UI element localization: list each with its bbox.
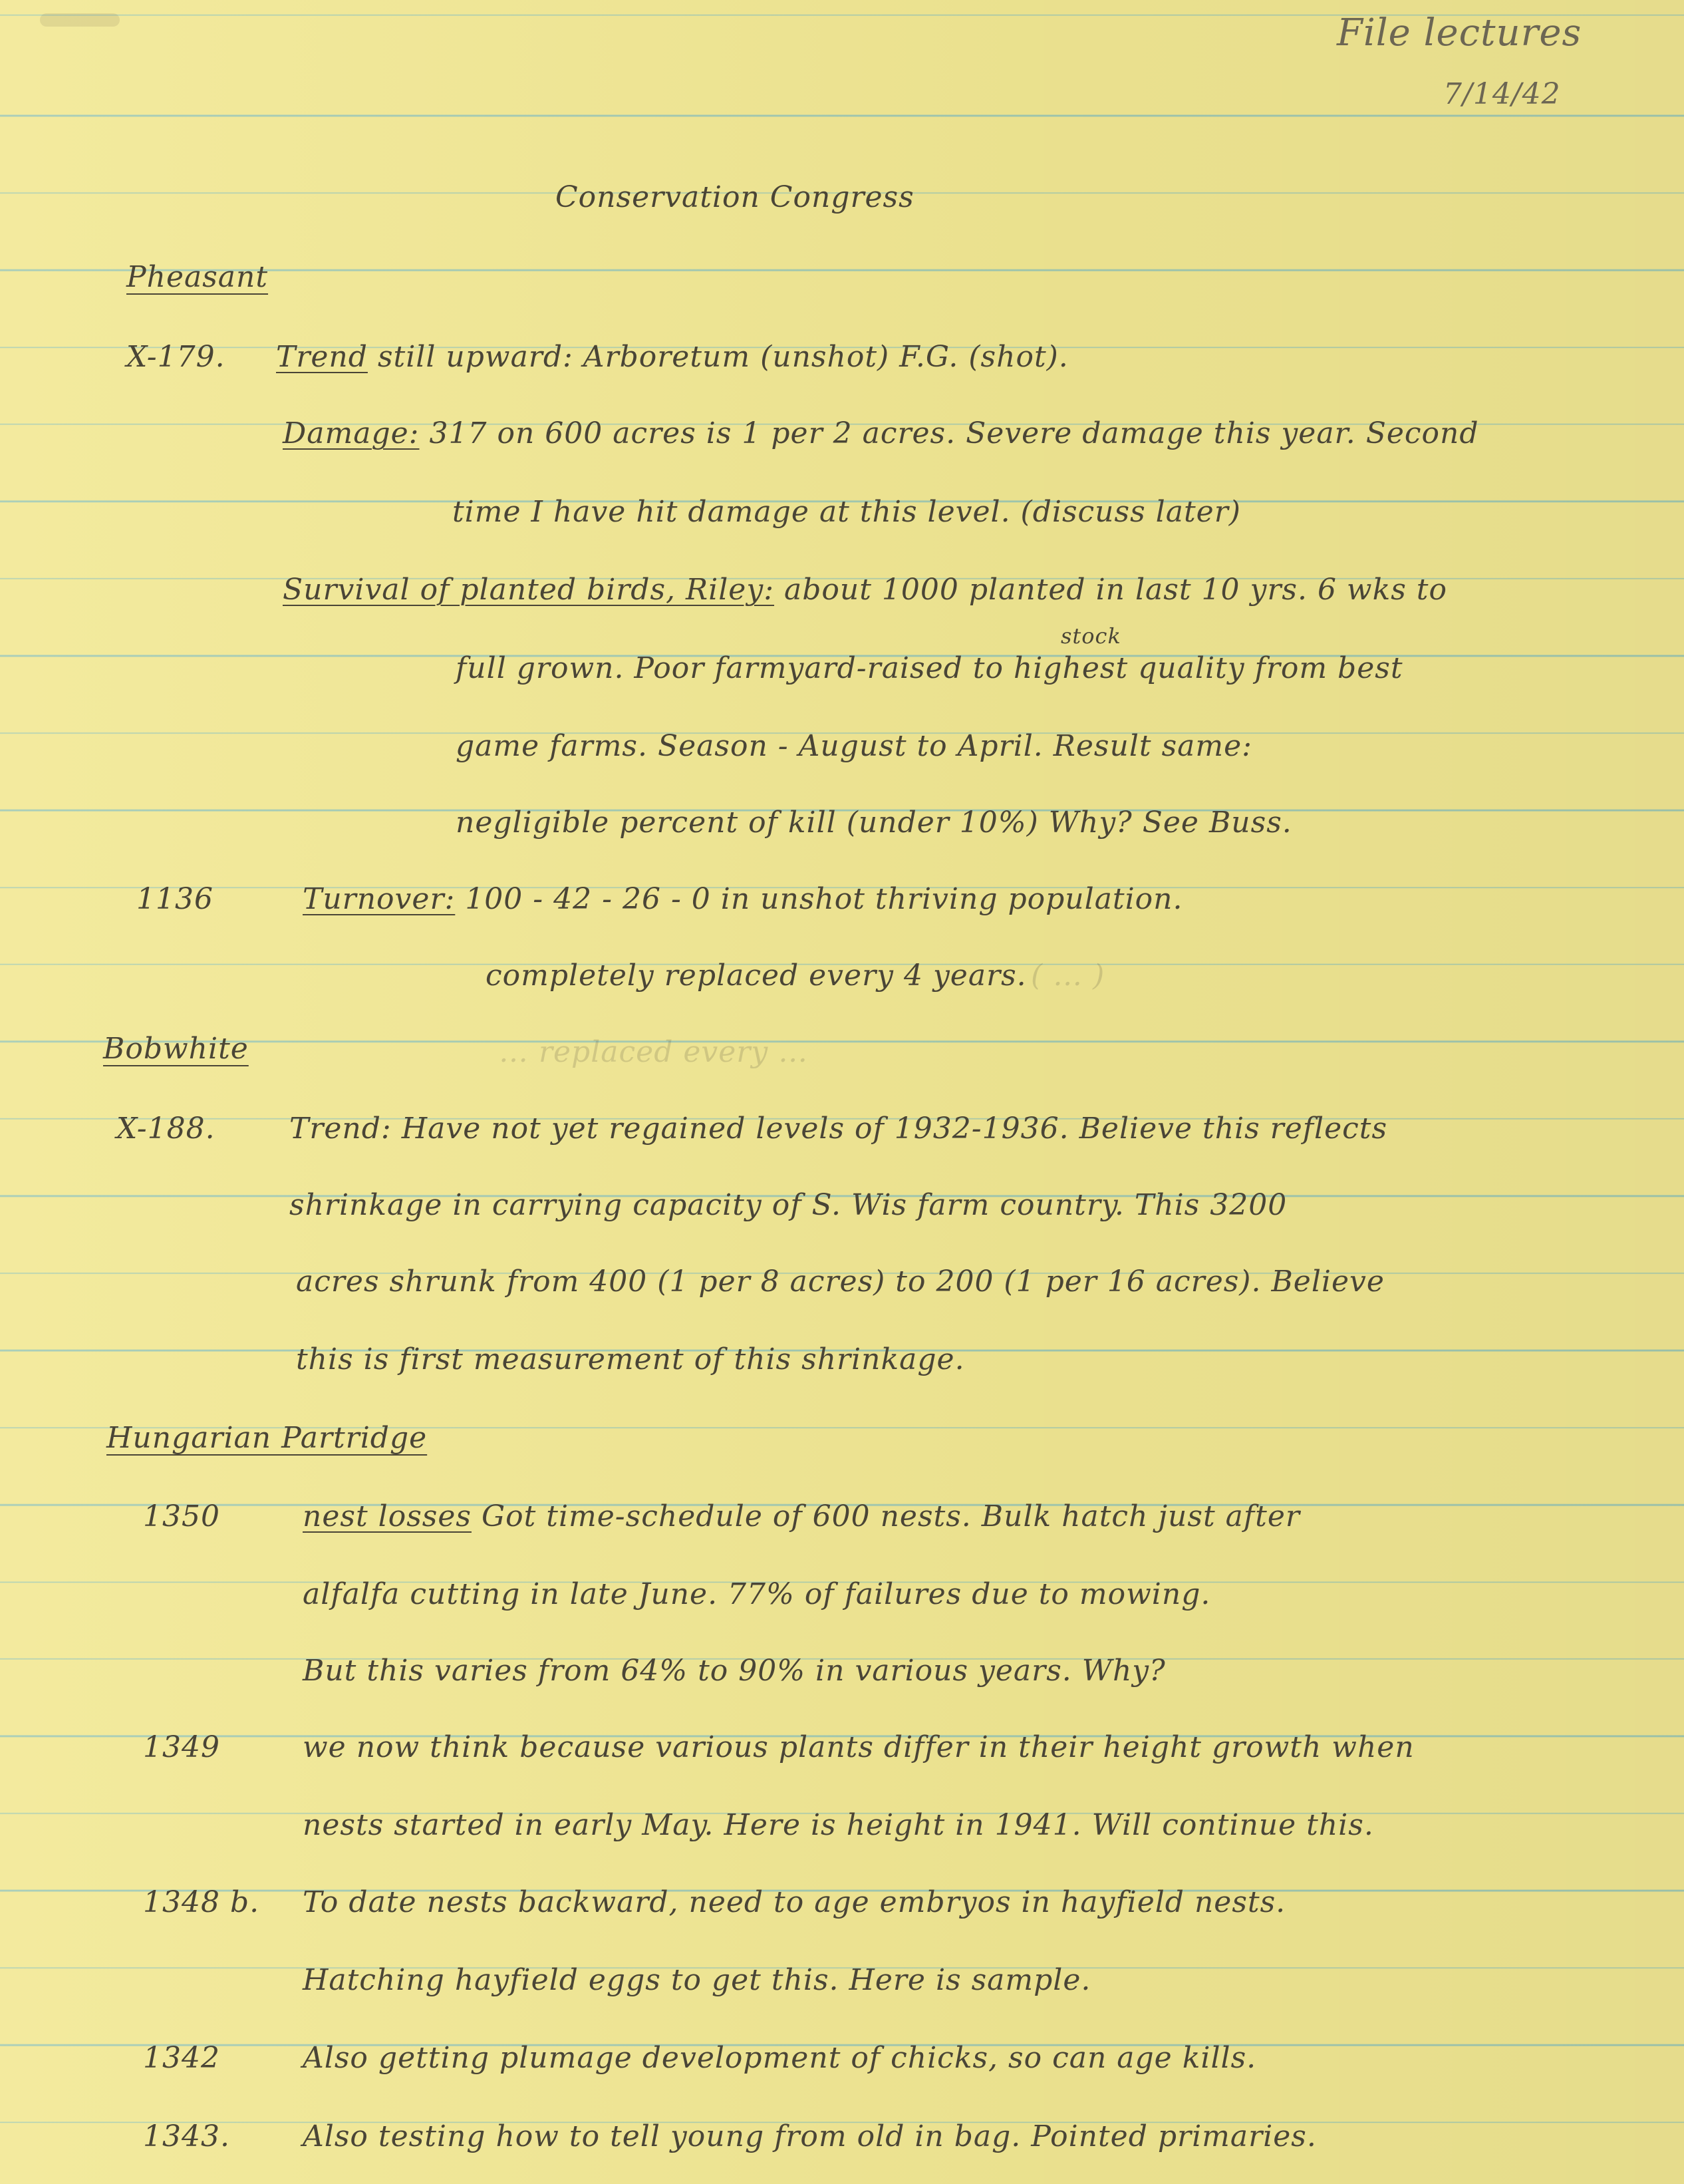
bobwhite-line-4: this is first measurement of this shrinkage. [296, 1342, 965, 1376]
partridge-line-2: alfalfa cutting in late June. 77% of failures due to mowing. [303, 1577, 1211, 1611]
partridge-line-6: To date nests backward, need to age embryos in hayfield nests. [303, 1885, 1286, 1919]
entry-number: X-188. [116, 1112, 215, 1146]
faded-erased-text: ( … ) [1031, 959, 1105, 993]
nest-losses-line [303, 1499, 1300, 1533]
partridge-line-3: But this varies from 64% to 90% in various years. Why? [303, 1654, 1166, 1688]
corner-smudge [40, 13, 120, 27]
partridge-line-8: Also getting plumage development of chicks, so can age kills. [303, 2041, 1257, 2075]
insertion-note: stock [1061, 623, 1121, 649]
bobwhite-heading: Bobwhite [103, 1032, 249, 1066]
partridge-heading: Hungarian Partridge [106, 1421, 428, 1455]
turnover-text: 100 - 42 - 26 - 0 in unshot thriving population. [465, 882, 1183, 916]
entry-number: 1136 [136, 882, 213, 916]
bobwhite-line-2: shrinkage in carrying capacity of S. Wis farm country. This 3200 [289, 1188, 1288, 1222]
entry-number: 1348 b. [143, 1885, 260, 1919]
survival-label: Survival of planted birds, Riley: [283, 573, 775, 607]
trend-text: Have not yet regained levels of 1932-1936. Believe this reflects [401, 1112, 1388, 1146]
trend-text: still upward: Arboretum (unshot) F.G. (shot). [377, 340, 1069, 374]
pheasant-trend-line [276, 340, 1069, 374]
survival-text: about 1000 planted in last 10 yrs. 6 wks to [784, 573, 1447, 607]
bobwhite-trend-line [289, 1114, 1387, 1144]
damage-text: 317 on 600 acres is 1 per 2 acres. Severe damage this year. Second [429, 416, 1479, 450]
entry-number: 1342 [143, 2041, 220, 2075]
survival-line [283, 575, 1447, 605]
date: 7/14/42 [1443, 77, 1561, 111]
nest-losses-label: nest losses [303, 1499, 472, 1533]
trend-label: Trend: [289, 1112, 392, 1146]
survival-line-2: full grown. Poor farmyard-raised to highest quality from best [456, 651, 1403, 685]
partridge-line-7: Hatching hayfield eggs to get this. Here is sample. [303, 1963, 1091, 1997]
survival-line-4: negligible percent of kill (under 10%) Why? See Buss. [456, 806, 1292, 840]
partridge-line-9: Also testing how to tell young from old in bag. Pointed primaries. [303, 2119, 1317, 2153]
faded-erased-text: … replaced every … [499, 1035, 809, 1069]
bobwhite-line-3: acres shrunk from 400 (1 per 8 acres) to 200 (1 per 16 acres). Believe [296, 1265, 1385, 1299]
damage-line [283, 416, 1479, 450]
entry-number: X-179. [126, 340, 225, 374]
turnover-label: Turnover: [303, 882, 456, 916]
damage-line-2: time I have hit damage at this level. (discuss later) [452, 495, 1241, 529]
turnover-line [303, 882, 1183, 916]
entry-number: 1343. [143, 2119, 230, 2153]
file-note: File lectures [1337, 11, 1582, 55]
survival-line-3: game farms. Season - August to April. Result same: [456, 729, 1252, 763]
pheasant-heading: Pheasant [126, 260, 269, 294]
partridge-line-4: we now think because various plants differ in their height growth when [303, 1730, 1415, 1764]
partridge-line-5: nests started in early May. Here is height in 1941. Will continue this. [303, 1808, 1374, 1842]
entry-number: 1349 [143, 1730, 220, 1764]
turnover-line-2: completely replaced every 4 years. [486, 959, 1027, 993]
trend-label: Trend [276, 340, 368, 374]
damage-label: Damage: [283, 416, 420, 450]
entry-number: 1350 [143, 1499, 220, 1533]
nest-losses-text: Got time-schedule of 600 nests. Bulk hatch just after [481, 1499, 1300, 1533]
page-title: Conservation Congress [555, 180, 914, 214]
